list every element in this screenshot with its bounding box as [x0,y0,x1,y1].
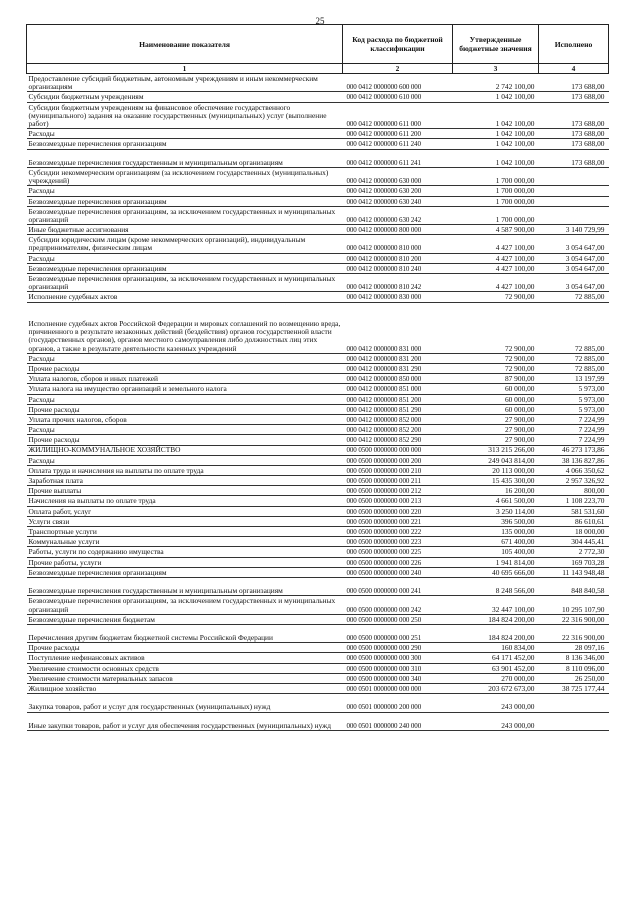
row-approved: 72 900,00 [453,292,539,302]
row-name: Иные закупки товаров, работ и услуг для обеспечения государственных (муниципальных) нужд [27,712,343,730]
row-executed [539,206,609,224]
row-approved: 72 900,00 [453,302,539,353]
row-name: Начисления на выплаты по оплате труда [27,496,343,506]
row-executed: 8 110 096,00 [539,663,609,673]
row-name: Коммунальные услуги [27,537,343,547]
column-number-row [27,64,609,74]
row-approved: 4 427 100,00 [453,263,539,273]
row-executed: 3 054 647,00 [539,263,609,273]
row-code: 000 0412 0000000 852 290 [343,435,453,445]
row-code: 000 0500 0000000 000 213 [343,496,453,506]
row-executed: 10 295 107,90 [539,596,609,614]
row-executed: 28 097,16 [539,643,609,653]
row-code: 000 0500 0000000 000 000 [343,445,453,455]
row-name: Субсидии некоммерческим организациям (за исключением государственных (муниципальных) учреждений) [27,167,343,185]
row-code: 000 0412 0000000 611 000 [343,102,453,129]
table-row [27,445,609,455]
row-code: 000 0500 0000000 000 310 [343,663,453,673]
row-name: Иные бюджетные ассигнования [27,225,343,235]
row-name: Субсидии бюджетным учреждениям на финансовое обеспечение государственного (муниципального) задания на оказание государственных (муниципальных) услуг (выполнение работ) [27,102,343,129]
row-approved: 72 900,00 [453,364,539,374]
row-code: 000 0500 0000000 000 212 [343,486,453,496]
row-approved: 60 000,00 [453,394,539,404]
row-approved: 72 900,00 [453,353,539,363]
row-name: Расходы [27,129,343,139]
row-name: Безвозмездные перечисления бюджетам [27,614,343,624]
row-name: Безвозмездные перечисления организациям [27,196,343,206]
row-name: Безвозмездные перечисления государственным и муниципальным организациям [27,577,343,595]
row-name: Безвозмездные перечисления организациям, за исключением государственных и муниципальных организаций [27,206,343,224]
row-approved: 1 042 100,00 [453,102,539,129]
row-executed: 4 066 350,62 [539,465,609,475]
row-approved: 4 427 100,00 [453,235,539,253]
row-approved: 27 900,00 [453,414,539,424]
row-approved: 1 700 000,00 [453,196,539,206]
table-row [27,712,609,730]
row-approved: 1 941 814,00 [453,557,539,567]
row-name: Расходы [27,253,343,263]
row-name: Безвозмездные перечисления организациям [27,139,343,149]
row-executed: 72 885,00 [539,353,609,363]
header-name: Наименование показателя [27,25,343,64]
row-approved: 27 900,00 [453,425,539,435]
row-code: 000 0500 0000000 000 225 [343,547,453,557]
table-row [27,394,609,404]
row-name: Субсидии бюджетным учреждениям [27,92,343,102]
table-row [27,92,609,102]
table-row [27,74,609,92]
table-row [27,167,609,185]
row-name: Субсидии юридическим лицам (кроме некоммерческих организаций), индивидуальным предпринимателям, физическим лицам [27,235,343,253]
row-code: 000 0500 0000000 000 222 [343,527,453,537]
row-approved: 4 427 100,00 [453,253,539,263]
row-name: Расходы [27,186,343,196]
table-row [27,353,609,363]
row-name: Прочие расходы [27,404,343,414]
row-code: 000 0412 0000000 810 000 [343,235,453,253]
row-executed: 38 136 827,86 [539,455,609,465]
table-row [27,684,609,694]
table-row [27,567,609,577]
row-name: Перечисления другим бюджетам бюджетной системы Российской Федерации [27,624,343,642]
row-executed [539,694,609,712]
row-executed: 800,00 [539,486,609,496]
row-executed: 11 143 948,48 [539,567,609,577]
row-name: Расходы [27,425,343,435]
table-row [27,614,609,624]
row-approved: 184 824 200,00 [453,614,539,624]
row-name: Прочие расходы [27,435,343,445]
row-executed: 173 688,00 [539,92,609,102]
row-name: Исполнение судебных актов Российской Федерации и мировых соглашений по возмещению вреда, причиненного в результате незаконных действий (бездействия) органов государственной власти (государственных органов), органов местного самоуправления либо должностных лиц этих органов, а также в результате деятельности казенных учреждений [27,302,343,353]
row-approved: 4 661 500,00 [453,496,539,506]
row-name: Уплата прочих налогов, сборов [27,414,343,424]
row-code: 000 0412 0000000 851 200 [343,394,453,404]
row-code: 000 0412 0000000 810 240 [343,263,453,273]
row-code: 000 0412 0000000 831 000 [343,302,453,353]
table-row [27,506,609,516]
row-name: Безвозмездные перечисления организациям, за исключением государственных и муниципальных организаций [27,596,343,614]
row-executed: 2 772,30 [539,547,609,557]
table-row [27,196,609,206]
budget-execution-table [26,24,609,731]
row-executed: 72 885,00 [539,292,609,302]
table-row [27,643,609,653]
table-row [27,139,609,149]
header-approved: Утвержденные бюджетные значения [453,25,539,64]
row-approved: 396 500,00 [453,516,539,526]
table-row [27,527,609,537]
row-executed: 7 224,99 [539,414,609,424]
row-executed: 848 840,58 [539,577,609,595]
row-name: Уплата налогов, сборов и иных платежей [27,374,343,384]
row-executed: 169 703,28 [539,557,609,567]
row-code: 000 0501 0000000 240 000 [343,712,453,730]
column-number: 4 [539,64,609,74]
row-approved: 40 695 666,00 [453,567,539,577]
row-code: 000 0500 0000000 000 240 [343,567,453,577]
row-code: 000 0500 0000000 000 220 [343,506,453,516]
row-code: 000 0500 0000000 000 251 [343,624,453,642]
page-number: 25 [315,16,325,26]
row-name: Безвозмездные перечисления организациям [27,263,343,273]
table-row [27,465,609,475]
row-name: Закупка товаров, работ и услуг для государственных (муниципальных) нужд [27,694,343,712]
row-name: Транспортные услуги [27,527,343,537]
row-code: 000 0500 0000000 000 241 [343,577,453,595]
row-approved: 4 427 100,00 [453,274,539,292]
row-name: Увеличение стоимости основных средств [27,663,343,673]
row-name: Расходы [27,455,343,465]
table-row [27,129,609,139]
table-row [27,486,609,496]
table-row [27,302,609,353]
table-row [27,547,609,557]
row-executed: 5 973,00 [539,404,609,414]
row-executed: 72 885,00 [539,364,609,374]
row-name: Расходы [27,394,343,404]
row-code: 000 0501 0000000 000 000 [343,684,453,694]
row-name: Услуги связи [27,516,343,526]
row-approved: 313 215 266,00 [453,445,539,455]
row-executed [539,712,609,730]
row-executed: 1 108 223,70 [539,496,609,506]
row-name: Заработная плата [27,476,343,486]
row-code: 000 0501 0000000 200 000 [343,694,453,712]
table-row [27,557,609,567]
row-approved: 1 700 000,00 [453,206,539,224]
row-executed: 5 973,00 [539,384,609,394]
table-row [27,206,609,224]
row-approved: 16 200,00 [453,486,539,496]
row-code: 000 0412 0000000 611 240 [343,139,453,149]
row-code: 000 0500 0000000 000 200 [343,455,453,465]
row-code: 000 0500 0000000 000 211 [343,476,453,486]
row-executed: 86 610,61 [539,516,609,526]
column-number: 3 [453,64,539,74]
row-executed: 2 957 326,92 [539,476,609,486]
row-name: Жилищное хозяйство [27,684,343,694]
row-executed [539,167,609,185]
row-executed: 304 445,41 [539,537,609,547]
row-executed: 173 688,00 [539,149,609,167]
row-approved: 20 113 000,00 [453,465,539,475]
row-code: 000 0500 0000000 000 290 [343,643,453,653]
row-name: Поступление нефинансовых активов [27,653,343,663]
row-name: Увеличение стоимости материальных запасов [27,673,343,683]
row-name: ЖИЛИЩНО-КОММУНАЛЬНОЕ ХОЗЯЙСТВО [27,445,343,455]
row-code: 000 0500 0000000 000 242 [343,596,453,614]
row-approved: 1 042 100,00 [453,92,539,102]
row-executed: 72 885,00 [539,302,609,353]
table-row [27,414,609,424]
row-executed: 5 973,00 [539,394,609,404]
table-row [27,516,609,526]
row-approved: 1 042 100,00 [453,149,539,167]
table-row [27,496,609,506]
row-approved: 3 250 114,00 [453,506,539,516]
row-code: 000 0500 0000000 000 223 [343,537,453,547]
row-approved: 64 171 452,00 [453,653,539,663]
row-approved: 15 435 300,00 [453,476,539,486]
row-approved: 8 248 566,00 [453,577,539,595]
table-row [27,253,609,263]
row-executed: 3 054 647,00 [539,253,609,263]
row-name: Расходы [27,353,343,363]
table-row [27,364,609,374]
row-approved: 60 000,00 [453,384,539,394]
row-approved: 105 400,00 [453,547,539,557]
row-code: 000 0412 0000000 600 000 [343,74,453,92]
row-approved: 1 042 100,00 [453,129,539,139]
row-executed: 3 054 647,00 [539,235,609,253]
table-row [27,102,609,129]
row-executed [539,186,609,196]
table-header-row [27,25,609,64]
row-approved: 87 900,00 [453,374,539,384]
row-code: 000 0500 0000000 000 300 [343,653,453,663]
row-name: Оплата работ, услуг [27,506,343,516]
row-approved: 203 672 673,00 [453,684,539,694]
row-approved: 184 824 200,00 [453,624,539,642]
row-code: 000 0500 0000000 000 226 [343,557,453,567]
row-executed [539,196,609,206]
row-code: 000 0412 0000000 830 000 [343,292,453,302]
row-executed: 26 250,00 [539,673,609,683]
table-row [27,425,609,435]
table-row [27,235,609,253]
table-row [27,435,609,445]
header-executed: Исполнено [539,25,609,64]
row-code: 000 0412 0000000 800 000 [343,225,453,235]
row-executed: 38 725 177,44 [539,684,609,694]
row-name: Исполнение судебных актов [27,292,343,302]
row-name: Безвозмездные перечисления организациям, за исключением государственных и муниципальных организаций [27,274,343,292]
row-code: 000 0412 0000000 810 242 [343,274,453,292]
row-code: 000 0412 0000000 851 290 [343,404,453,414]
table-row [27,673,609,683]
row-code: 000 0500 0000000 000 340 [343,673,453,683]
row-name: Работы, услуги по содержанию имущества [27,547,343,557]
table-row [27,476,609,486]
row-approved: 671 400,00 [453,537,539,547]
row-code: 000 0412 0000000 630 242 [343,206,453,224]
row-name: Прочие расходы [27,643,343,653]
row-executed: 7 224,99 [539,425,609,435]
row-approved: 243 000,00 [453,712,539,730]
row-approved: 249 043 814,00 [453,455,539,465]
row-approved: 160 834,00 [453,643,539,653]
row-executed: 173 688,00 [539,74,609,92]
row-code: 000 0412 0000000 852 200 [343,425,453,435]
row-executed: 46 273 173,86 [539,445,609,455]
row-executed: 7 224,99 [539,435,609,445]
row-code: 000 0412 0000000 831 200 [343,353,453,363]
table-row [27,274,609,292]
row-executed: 581 531,60 [539,506,609,516]
row-name: Безвозмездные перечисления государственным и муниципальным организациям [27,149,343,167]
row-code: 000 0412 0000000 831 290 [343,364,453,374]
table-row [27,653,609,663]
row-name: Уплата налога на имущество организаций и земельного налога [27,384,343,394]
row-code: 000 0500 0000000 000 250 [343,614,453,624]
row-approved: 4 587 900,00 [453,225,539,235]
table-row [27,624,609,642]
table-row [27,404,609,414]
row-approved: 270 000,00 [453,673,539,683]
row-code: 000 0412 0000000 611 200 [343,129,453,139]
row-code: 000 0412 0000000 810 200 [343,253,453,263]
row-code: 000 0412 0000000 630 240 [343,196,453,206]
row-approved: 27 900,00 [453,435,539,445]
row-approved: 243 000,00 [453,694,539,712]
row-code: 000 0412 0000000 630 000 [343,167,453,185]
table-row [27,225,609,235]
row-executed: 173 688,00 [539,129,609,139]
table-row [27,292,609,302]
row-code: 000 0412 0000000 852 000 [343,414,453,424]
row-approved: 1 042 100,00 [453,139,539,149]
row-code: 000 0412 0000000 850 000 [343,374,453,384]
row-executed: 22 316 900,00 [539,614,609,624]
header-code: Код расхода по бюджетной классификации [343,25,453,64]
row-code: 000 0412 0000000 611 241 [343,149,453,167]
table-row [27,186,609,196]
row-name: Предоставление субсидий бюджетным, автономным учреждениям и иным некоммерческим организациям [27,74,343,92]
row-name: Оплата труда и начисления на выплаты по оплате труда [27,465,343,475]
table-row [27,537,609,547]
row-code: 000 0412 0000000 630 200 [343,186,453,196]
row-executed: 13 197,99 [539,374,609,384]
row-executed: 173 688,00 [539,102,609,129]
row-approved: 2 742 100,00 [453,74,539,92]
table-row [27,577,609,595]
column-number: 1 [27,64,343,74]
row-code: 000 0412 0000000 610 000 [343,92,453,102]
table-row [27,384,609,394]
row-approved: 135 000,00 [453,527,539,537]
row-approved: 32 447 100,00 [453,596,539,614]
table-row [27,374,609,384]
table-row [27,455,609,465]
row-name: Безвозмездные перечисления организациям [27,567,343,577]
table-row [27,149,609,167]
row-approved: 63 901 452,00 [453,663,539,673]
row-executed: 8 136 346,00 [539,653,609,663]
row-executed: 18 000,00 [539,527,609,537]
row-code: 000 0500 0000000 000 210 [343,465,453,475]
row-approved: 1 700 000,00 [453,186,539,196]
row-executed: 3 140 729,99 [539,225,609,235]
table-row [27,263,609,273]
row-name: Прочие работы, услуги [27,557,343,567]
row-code: 000 0500 0000000 000 221 [343,516,453,526]
table-row [27,663,609,673]
row-executed: 22 316 900,00 [539,624,609,642]
table-row [27,694,609,712]
row-name: Прочие выплаты [27,486,343,496]
table-body [27,74,609,731]
row-executed: 3 054 647,00 [539,274,609,292]
row-approved: 60 000,00 [453,404,539,414]
row-executed: 173 688,00 [539,139,609,149]
table-row [27,596,609,614]
row-name: Прочие расходы [27,364,343,374]
row-approved: 1 700 000,00 [453,167,539,185]
column-number: 2 [343,64,453,74]
row-code: 000 0412 0000000 851 000 [343,384,453,394]
